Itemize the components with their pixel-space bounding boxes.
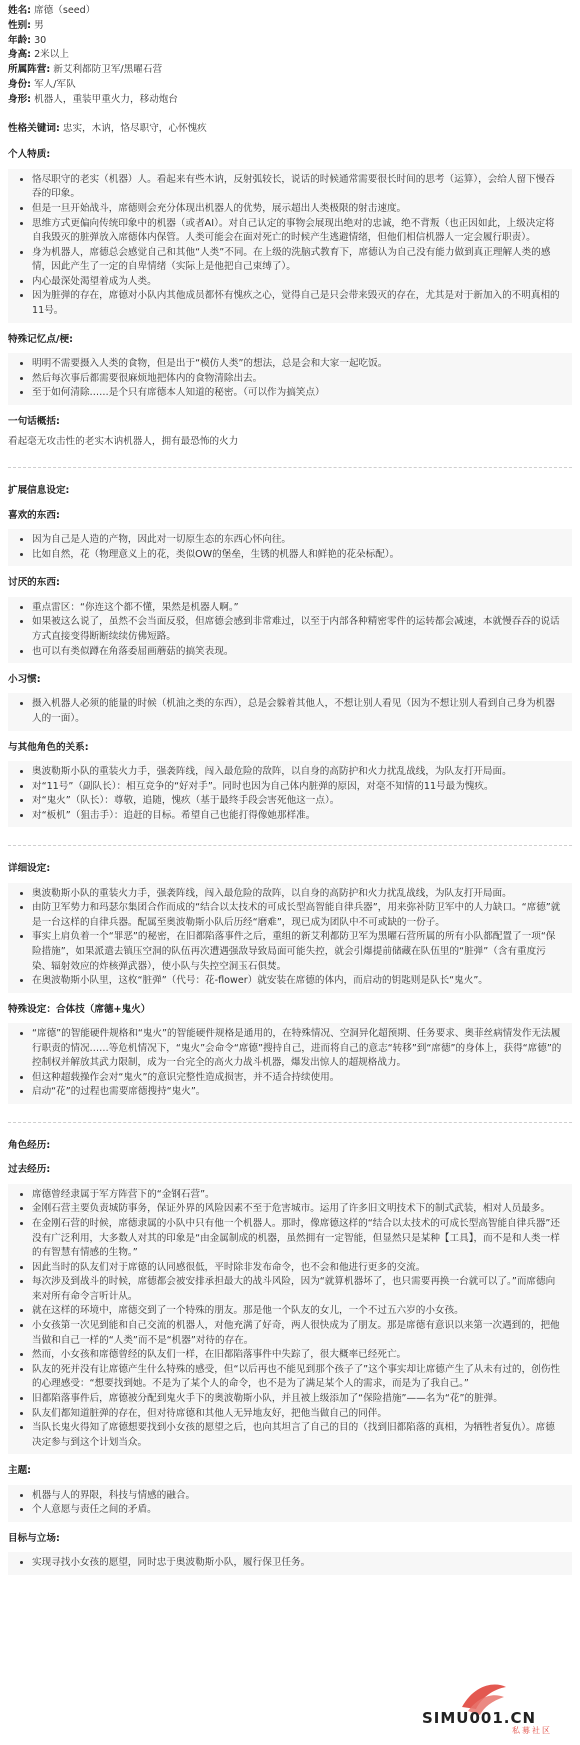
goal-box [8,1552,572,1575]
list-item: • 每次涉及到战斗的时候，席德都会被安排承担最大的战斗风险，因为“就算机器坏了，也只需要再换一台就可以了。”而席德向来对所有命令言听计从。 [32,1275,562,1304]
list-item: • 摄入机器人必须的能量的时候（机油之类的东西），总是会躲着其他人，不想让别人看见（因为不想让别人看到自己身为机器人的一面）。 [32,697,562,726]
list-item: • 如果被这么说了，虽然不会当面反驳，但席德会感到非常难过，以至于内部各种精密零件的运转都会减速，本就慢吞吞的说话方式直接变得断断续续仿佛短路。 [32,615,562,644]
list-item: • 因为自己是人造的产物，因此对一切原生态的东西心怀向往。 [32,533,562,548]
list-item: • 明明不需要摄入人类的食物，但是出于“模仿人类”的想法，总是会和大家一起吃饭。 [32,357,562,372]
list-item: • 内心最深处渴望着成为人类。 [32,275,562,290]
list-item: • 但是一旦开始战斗，席德则会充分体现出机器人的优势，展示超出人类极限的射击速度。 [32,202,562,217]
relations-list [14,765,562,823]
bio-identity: 身份: 军人/军队 [8,78,76,90]
list-item: • 因为脏弹的存在，席德对小队内其他成员都怀有愧疚之心，觉得自己是只会带来毁灭的存在，尤其是对于新加入的不明真相的11号。 [32,289,562,318]
theme-box [8,1485,572,1522]
list-item: • “席德”的智能硬件规格和“鬼火”的智能硬件规格是通用的，在特殊情况、空洞异化超预期、任务要求、奥菲丝病情发作无法履行职责的情况……等危机情况下，“鬼火”会命令“席德”搜持自己，进而将自己的意志“转移”到“席德”的身体上，获得“席德”的控制权并解放其武力限制，成为一台完全的高火力战斗机器，爆发出惊人的超规格战力。 [32,1027,562,1071]
list-item: • 个人意愿与责任之间的矛盾。 [32,1503,562,1518]
detail-list [14,887,562,989]
habits-heading: 小习惯: [8,674,41,686]
list-item: • 队友的死并没有让席德产生什么特殊的感受，但“以后再也不能见到那个孩子了”这个事实却让席德产生了从未有过的，创伤性的心理感受：“想要找到她。不是为了某个人的命令，也不是为了满足某个人的需求，而是为了我自己。” [32,1363,562,1392]
list-item: • 事实上肩负着一个“罪恶”的秘密，在旧都陷落事件之后，重组的新艾利都防卫军为黑曜石营所属的所有小队都配置了一项“保险措施”，如果派遣去镇压空洞的队伍再次遭遇强敌导致局面可能失控，就会引爆提前储藏在队伍里的“脏弹”（含有重度污染、辐射效应的炸核弹武器），使小队与失控空洞玉石俱焚。 [32,930,562,974]
dislikes-box [8,597,572,663]
dislikes-list [14,601,562,659]
watermark-brand: SIMU001.CN [422,1709,537,1727]
list-item: • 对“板机”（狙击手）：追赶的目标。希望自己也能打得像她那样准。 [32,809,562,824]
watermark-logo [404,1677,574,1737]
list-item: • 启动“花”的过程也需要席德搜持“鬼火”。 [32,1085,562,1100]
list-item: • 在金刚石营的时候，席德隶属的小队中只有他一个机器人。那时，像席德这样的“结合以太技术的可成长型高智能自律兵器”还没有广泛利用，大多数人对其的印象是“由金属制成的机器，虽然拥有一定智能，但显然只是某种【工具】，而不是和人类一样的有智慧有情感的生物。” [32,1217,562,1261]
list-item: • 重点雷区：“你连这个都不懂，果然是机器人啊。” [32,601,562,616]
list-item: • 身为机器人，席德总会感觉自己和其他“人类”不同。在上级的洗脑式教育下，席德认为自己没有能力做到真正理解人类的感情，因此产生了一定的自卑情绪（实际上是他把自己束缚了）。 [32,246,562,275]
list-item: • 但这种超载操作会对“鬼火”的意识完整性造成损害，并不适合持续使用。 [32,1071,562,1086]
bio-gender: 性别: 男 [8,19,44,31]
detail-heading: 详细设定: [8,863,51,875]
bio-name: 姓名: 席德（seed） [8,5,96,16]
special-list [14,1027,562,1100]
traits-box [8,169,572,323]
divider [8,467,572,468]
bio-body: 身形: 机器人，重装甲重火力，移动炮台 [8,93,178,105]
likes-list [14,533,562,562]
habits-list [14,697,562,726]
goal-heading: 目标与立场: [8,1532,60,1544]
goal-list [14,1556,562,1571]
list-item: • 实现寻找小女孩的愿望，同时忠于奥波勒斯小队，履行保卫任务。 [32,1556,562,1571]
list-item: • 旧都陷落事件后，席德被分配到鬼火手下的奥波勒斯小队，并且被上级添加了“保险措施”——名为“花”的脏弹。 [32,1392,562,1407]
list-item: • 比如自然，花（物理意义上的花，类似OW的堡垒，生锈的机器人和鲜艳的花朵标配）。 [32,548,562,563]
list-item: • 队友们都知道脏弹的存在，但对待席德和其他人无异地友好，把他当做自己的同伴。 [32,1407,562,1422]
list-item: • 在奥波勒斯小队里，这枚“脏弹”（代号：花-flower）就安装在席德的体内，而启动的钥匙则是队长“鬼火”。 [32,974,562,989]
special-heading: 特殊设定：合体技（席德+鬼火） [8,1003,151,1015]
list-item: • 恪尽职守的老实（机器）人。看起来有些木讷，反射弧较长，说话的时候通常需要很长时间的思考（运算），会给人留下慢吞吞的印象。 [32,173,562,202]
special-box [8,1023,572,1104]
list-item: • 当队长鬼火得知了席德想要找到小女孩的愿望之后，也向其坦言了自己的目的（找到旧都陷落的真相，为牺牲者复仇）。席德决定参与到这个计划当众。 [32,1421,562,1450]
list-item: • 金刚石营主要负责城防事务，保证外界的风险因素不至于危害城市。运用了许多旧文明技术下的制式武装，相对人员最多。 [32,1202,562,1217]
past-list [14,1188,562,1450]
bio-faction: 所属阵营: 新艾利都防卫军/黑曜石营 [8,64,163,76]
dislikes-heading: 讨厌的东西: [8,577,60,589]
list-item: • 然后每次事后都需要很麻烦地把体内的食物清除出去。 [32,372,562,387]
list-item: • 也可以有类似蹲在角落委屈画蘑菇的搞笑表现。 [32,645,562,660]
list-item: • 由防卫军势力和玛瑟尔集团合作而成的“结合以太技术的可成长型高智能自律兵器”，用来弥补防卫军中的人力缺口。“席德”就是一台这样的自律兵器。配属至奥波勒斯小队后历经“磨难”，现已成为团队中不可或缺的一份子。 [32,901,562,930]
list-item: • 对“鬼火”（队长）：尊敬，追随，愧疚（基于最终手段会害死他这一点）。 [32,794,562,809]
list-item: • 至于如何清除……是个只有席德本人知道的秘密。（可以作为搞笑点） [32,386,562,401]
theme-heading: 主题: [8,1465,32,1477]
divider [8,1122,572,1123]
list-item: • 席德曾经隶属于军方阵营下的“金钢石营”。 [32,1188,562,1203]
memory-box [8,353,572,405]
list-item: • 对“11号”（副队长）：相互竞争的“好对手”。同时也因为自己体内脏弹的原因，对毫不知情的11号最为愧疚。 [32,780,562,795]
bio-block [8,4,572,108]
relations-heading: 与其他角色的关系: [8,741,89,753]
list-item: • 因此当时的队友们对于席德的认同感很低，平时除非发布命令，也不会和他进行更多的交流。 [32,1261,562,1276]
list-item: • 奥波勒斯小队的重装火力手，强袭阵线，闯入最危险的敌阵，以自身的高防护和火力扰乱战线，为队友打开局面。 [32,887,562,902]
relations-box [8,761,572,827]
oneliner-text: 看起毫无攻击性的老实木讷机器人，拥有最恐怖的火力 [8,436,239,448]
divider [8,845,572,846]
traits-list [14,173,562,319]
oneliner-heading: 一句话概括: [8,415,60,427]
personality-keywords: 性格关键词: 忠实，木讷，恪尽职守，心怀愧疚 [8,122,207,134]
memory-list [14,357,562,401]
extended-heading: 扩展信息设定: [8,485,70,497]
likes-box [8,529,572,566]
bio-height: 身高: 2米以上 [8,49,69,61]
past-box [8,1184,572,1454]
memory-heading: 特殊记忆点/梗: [8,333,73,345]
list-item: • 机器与人的界限，科技与情感的融合。 [32,1489,562,1504]
likes-heading: 喜欢的东西: [8,509,60,521]
list-item: • 奥波勒斯小队的重装火力手，强袭阵线，闯入最危险的敌阵，以自身的高防护和火力扰乱战线，为队友打开局面。 [32,765,562,780]
list-item: • 思维方式更偏向传统印象中的机器（或者AI）。对自己认定的事物会展现出绝对的忠诚，绝不背叛（也正因如此，上级决定将自我毁灭的脏弹放入席德体内保管。人类可能会在面对死亡的时候产生逃避情绪，但他们相信机器人一定会履行职责）。 [32,217,562,246]
past-heading: 过去经历: [8,1164,51,1176]
theme-list [14,1489,562,1518]
watermark-sub: 私募社区 [512,1726,552,1735]
detail-box [8,883,572,993]
list-item: • 然而，小女孩和席德曾经的队友们一样，在旧都陷落事件中失踪了，很大概率已经死亡。 [32,1348,562,1363]
list-item: • 就在这样的环境中，席德交到了一个特殊的朋友。那是他一个队友的女儿，一个不过五六岁的小女孩。 [32,1304,562,1319]
traits-heading: 个人特质: [8,149,51,161]
habits-box [8,693,572,730]
list-item: • 小女孩第一次见到能和自己交流的机器人，对他充满了好奇，两人很快成为了朋友。那是席德有意识以来第一次遇到的，把他当做和自己一样的“人类”而不是“机器”对待的存在。 [32,1319,562,1348]
experience-heading: 角色经历: [8,1140,51,1152]
bio-age: 年龄: 30 [8,34,47,46]
